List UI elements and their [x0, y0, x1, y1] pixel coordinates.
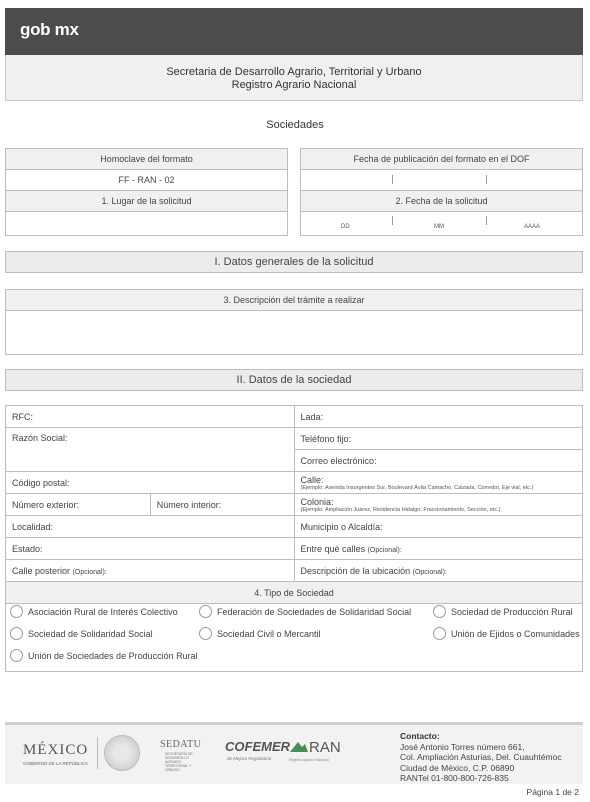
radio-button[interactable]	[10, 649, 23, 662]
homoclave-block	[5, 148, 288, 236]
entre-calles-field[interactable]: Entre qué calles (Opcional):	[294, 538, 582, 560]
tipo-sociedad-label: 4. Tipo de Sociedad	[6, 582, 583, 604]
sedatu-logo: SEDATU	[160, 739, 202, 750]
homoclave-label: Homoclave del formato	[6, 149, 287, 170]
lugar-label: 1. Lugar de la solicitud	[6, 191, 287, 212]
section-1-header: I. Datos generales de la solicitud	[5, 251, 583, 273]
date-separator	[392, 175, 393, 184]
contact-address-1: José Antonio Torres número 661,	[400, 741, 525, 752]
radio-button[interactable]	[10, 627, 23, 640]
radio-option-solidaridad-social[interactable]: Sociedad de Solidaridad Social	[10, 627, 153, 640]
telefono-field[interactable]: Teléfono fijo:	[294, 428, 582, 450]
gobmx-logo[interactable]: gob mx	[20, 20, 79, 39]
fecha-block	[300, 148, 583, 236]
razon-social-field[interactable]: Razón Social:	[6, 428, 295, 472]
ran-logo: RAN	[289, 739, 341, 756]
sedatu-logo-subtitle: SECRETARÍA DE DESARROLLO AGRARIO, TERRITORIAL Y URBANO	[165, 752, 193, 772]
numero-interior-field[interactable]: Número interior:	[150, 494, 294, 516]
estado-field[interactable]: Estado:	[6, 538, 295, 560]
radio-button[interactable]	[433, 605, 446, 618]
descripcion-block	[5, 289, 583, 355]
correo-field[interactable]: Correo electrónico:	[294, 450, 582, 472]
agency-line-2: Registro Agrario Nacional	[231, 79, 357, 91]
logo-divider	[97, 737, 98, 769]
contact-info	[400, 731, 562, 784]
rfc-field[interactable]: RFC:	[6, 406, 295, 428]
radio-option-asociacion-rural[interactable]: Asociación Rural de Interés Colectivo	[10, 605, 178, 618]
codigo-postal-field[interactable]: Código postal:	[6, 472, 295, 494]
mm-label: MM	[434, 224, 444, 230]
agency-header	[5, 55, 583, 101]
mexico-logo: MÉXICO	[23, 742, 89, 758]
contact-phone: RANTel 01-800-800-726-835	[400, 773, 509, 783]
date-separator	[392, 216, 393, 225]
ran-mountain-icon	[289, 739, 309, 753]
fecha-solicitud-input[interactable]	[301, 212, 582, 235]
aaaa-label: AAAA	[524, 224, 541, 230]
cofemer-logo-subtitle: de Mejora Regulatoria	[227, 756, 272, 761]
radio-button[interactable]	[199, 605, 212, 618]
calle-posterior-field[interactable]: Calle posterior (Opcional):	[6, 560, 295, 582]
contact-title: Contacto:	[400, 731, 440, 741]
radio-option-federacion[interactable]: Federación de Sociedades de Solidaridad Social	[199, 605, 411, 618]
footer	[5, 722, 583, 784]
national-seal-icon	[104, 735, 140, 771]
colonia-field[interactable]: Colonia: (Ejemplo: Ampliación Juárez, Residencia Hidalgo, Fraccionamiento, Sección, etc.)	[294, 494, 582, 516]
radio-button[interactable]	[433, 627, 446, 640]
ran-logo-subtitle: Registro Agrario Nacional	[289, 758, 329, 762]
radio-option-union-sociedades[interactable]: Unión de Sociedades de Producción Rural	[10, 649, 198, 662]
agency-line-1: Secretaria de Desarrollo Agrario, Territorial y Urbano	[166, 66, 422, 78]
dd-label: DD	[341, 224, 350, 230]
calle-ejemplo: (Ejemplo: Avenida Insurgentes Sur, Boulevard Ávila Camacho, Calzada, Corredor, Eje vial, etc.)	[300, 484, 534, 491]
document-title: Sociedades	[266, 119, 324, 131]
descripcion-input[interactable]	[6, 311, 582, 354]
fecha-publicacion-input[interactable]	[301, 170, 582, 191]
radio-option-union-ejidos[interactable]: Unión de Ejidos o Comunidades	[433, 627, 580, 640]
radio-option-produccion-rural[interactable]: Sociedad de Producción Rural	[433, 605, 573, 618]
colonia-ejemplo: (Ejemplo: Ampliación Juárez, Residencia Hidalgo, Fraccionamiento, Sección, etc.)	[300, 506, 501, 513]
radio-button[interactable]	[199, 627, 212, 640]
numero-exterior-field[interactable]: Número exterior:	[6, 494, 151, 516]
top-header-bar	[5, 8, 583, 55]
mexico-logo-subtitle: GOBIERNO DE LA REPÚBLICA	[23, 761, 89, 766]
fecha-publicacion-label: Fecha de publicación del formato en el DOF	[301, 149, 582, 170]
contact-address-2: Col. Ampliación Asturias, Del. Cuauhtémoc	[400, 752, 562, 762]
localidad-field[interactable]: Localidad:	[6, 516, 295, 538]
page-number: Página 1 de 2	[526, 787, 579, 797]
lada-field[interactable]: Lada:	[294, 406, 582, 428]
homoclave-value: FF - RAN - 02	[6, 170, 287, 191]
radio-option-civil-mercantil[interactable]: Sociedad Civil o Mercantil	[199, 627, 321, 640]
radio-button[interactable]	[10, 605, 23, 618]
calle-field[interactable]: Calle: (Ejemplo: Avenida Insurgentes Sur, Boulevard Ávila Camacho, Calzada, Corredor, Eje vial, etc.)	[294, 472, 582, 494]
date-separator	[486, 216, 487, 225]
municipio-field[interactable]: Municipio o Alcaldía:	[294, 516, 582, 538]
descripcion-label: 3. Descripción del trámite a realizar	[6, 290, 582, 311]
section-2-header: II. Datos de la sociedad	[5, 369, 583, 391]
cofemer-logo: COFEMER	[225, 739, 290, 754]
lugar-input[interactable]	[6, 212, 287, 235]
descripcion-ubicacion-field[interactable]: Descripción de la ubicación (Opcional):	[294, 560, 582, 582]
date-separator	[486, 175, 487, 184]
contact-address-3: Ciudad de México, C.P. 06890	[400, 762, 515, 773]
fecha-solicitud-label: 2. Fecha de la solicitud	[301, 191, 582, 212]
